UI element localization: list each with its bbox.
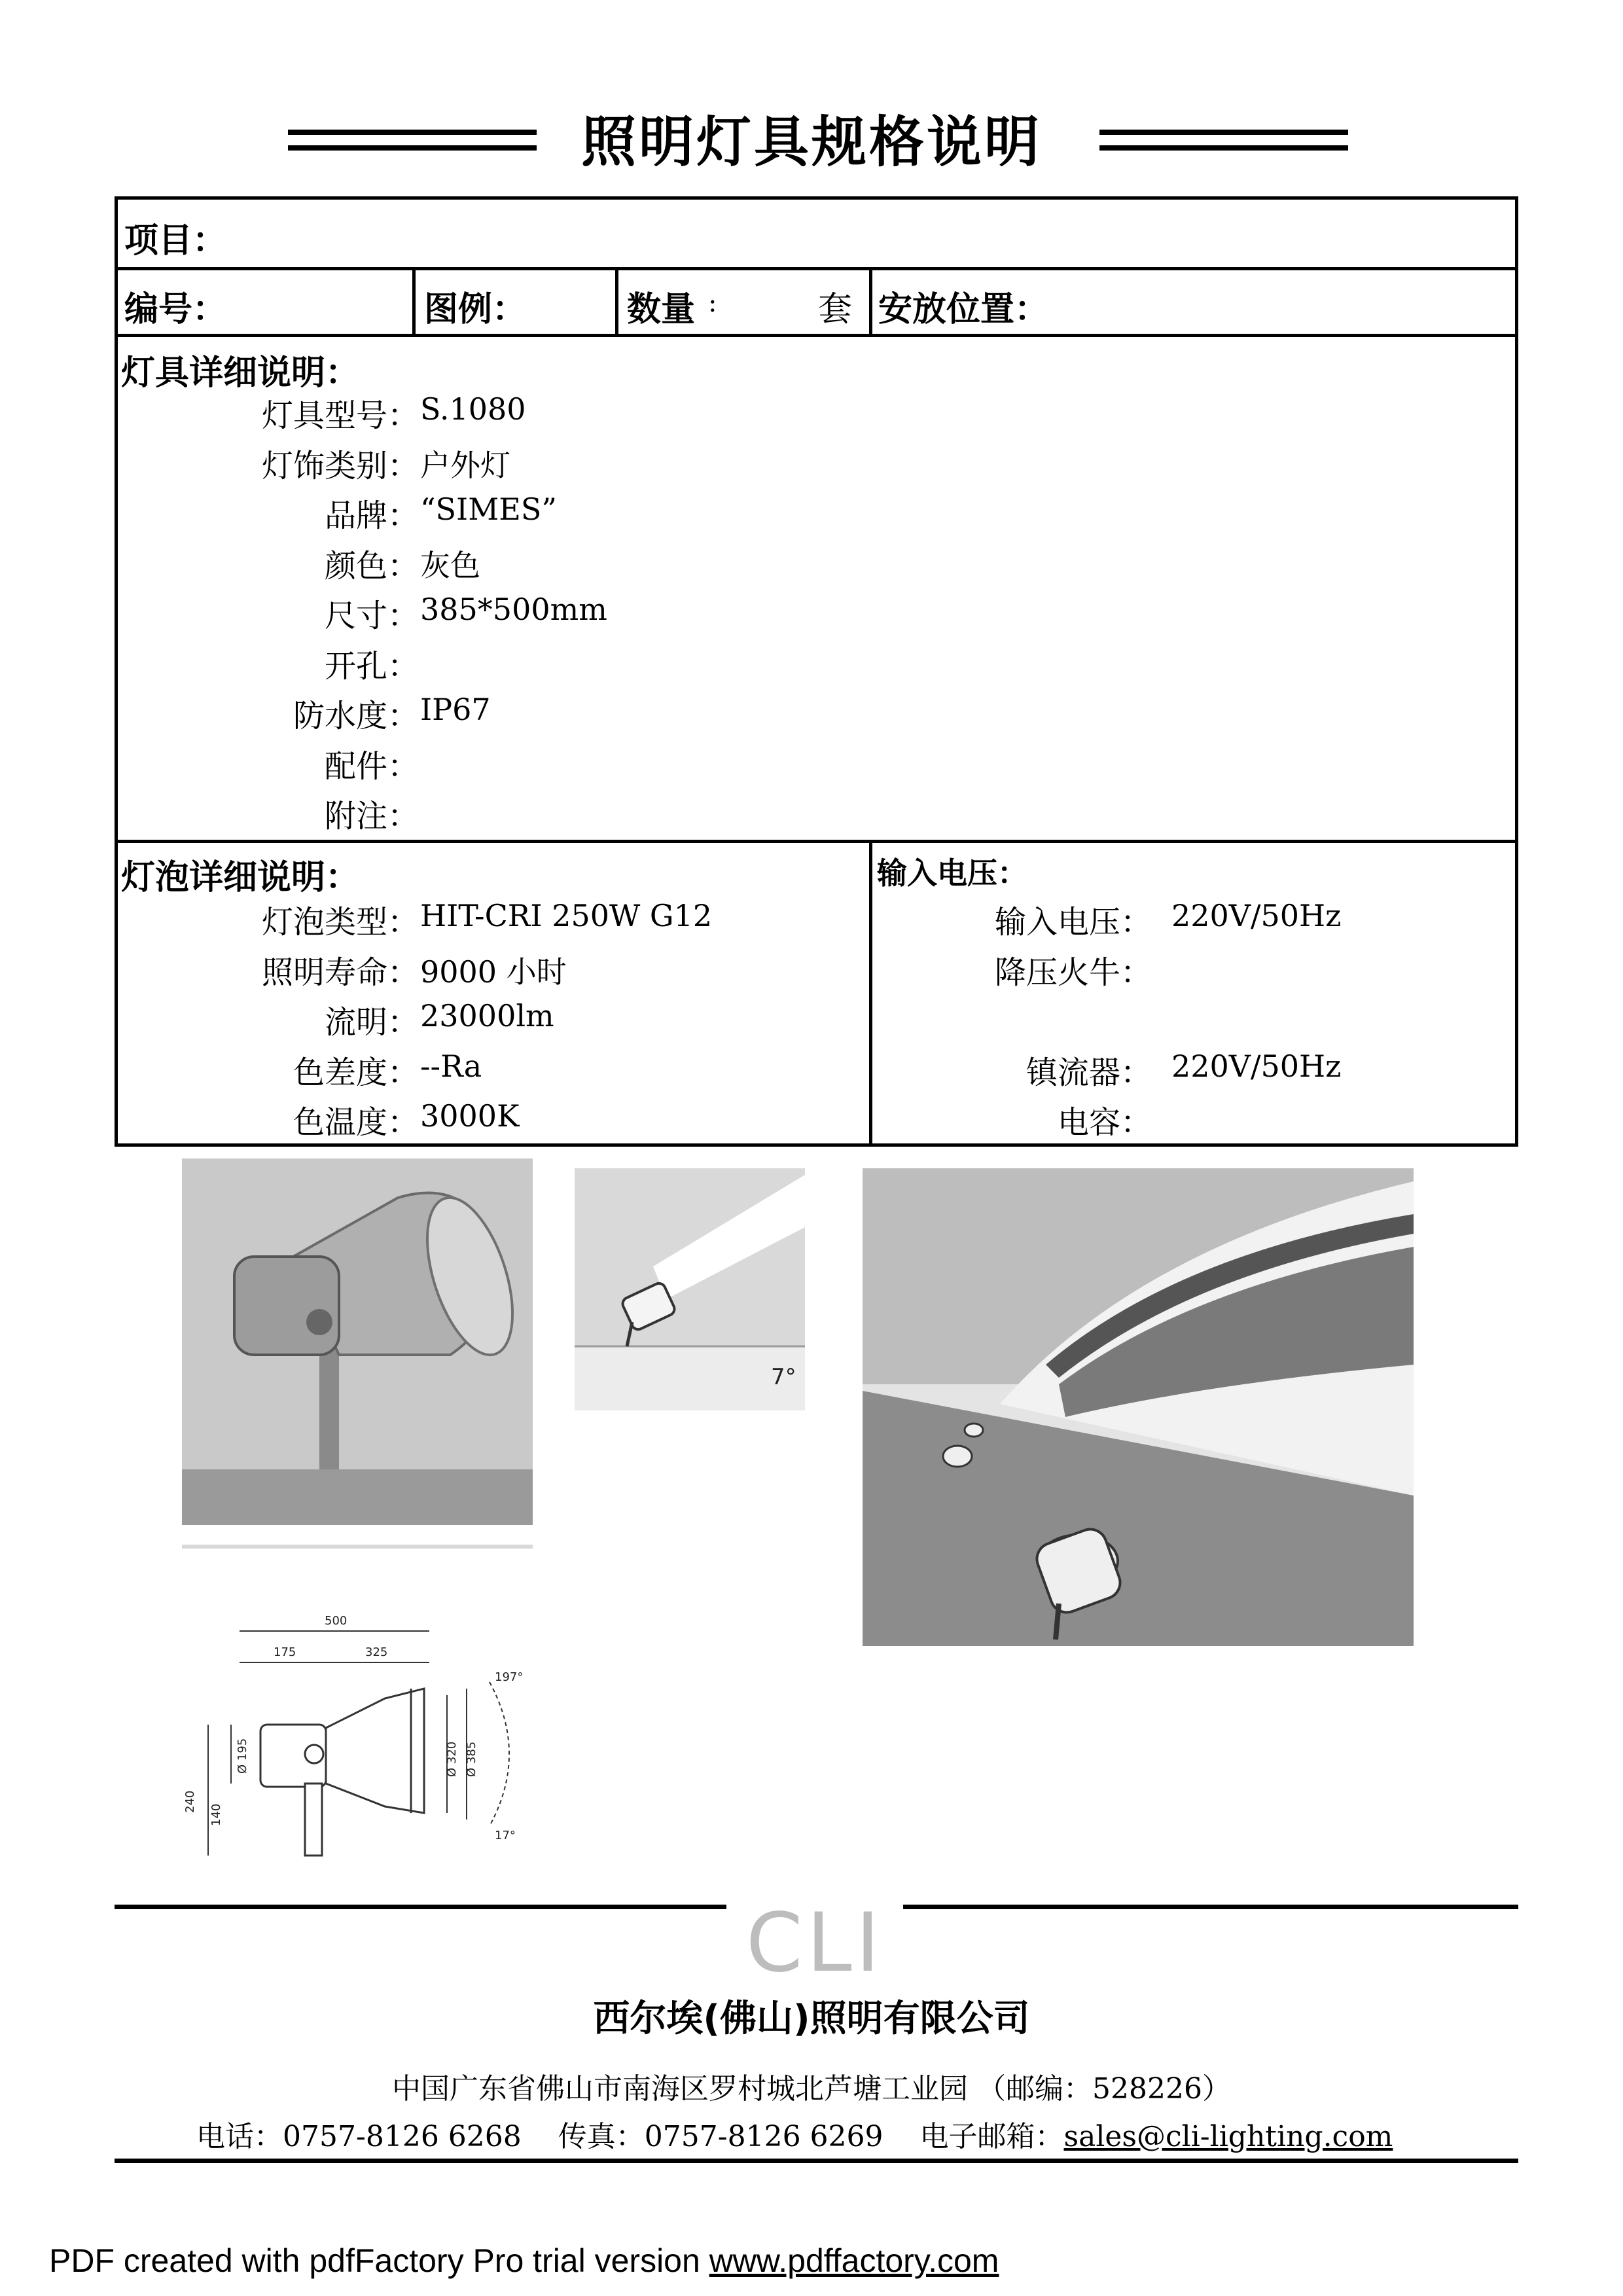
- bulb-row-label: 色差度：: [293, 1054, 419, 1091]
- row-divider-1: [115, 267, 1518, 270]
- fixture-row-label: 灯饰类别：: [261, 447, 419, 484]
- fixture-row-label: 颜色：: [324, 547, 419, 584]
- product-photo: [182, 1158, 533, 1551]
- logo-cli: CLI: [726, 1901, 903, 1985]
- pdf-watermark: [49, 2242, 999, 2280]
- voltage-row-value: 220V/50Hz: [1171, 1048, 1342, 1084]
- dim-tilt-up: 197°: [495, 1670, 524, 1684]
- footer-rule-bottom: [115, 2159, 1518, 2163]
- voltage-row-label: 输入电压：: [994, 904, 1152, 941]
- fixture-row-value: 灰色: [420, 547, 480, 583]
- bulb-row-label: 流明：: [324, 1004, 419, 1041]
- col-divider-3: [869, 267, 872, 335]
- legend-label: 图例：: [424, 290, 527, 329]
- dimension-drawing: [182, 1597, 562, 1872]
- fixture-row-label: 品牌：: [324, 497, 419, 534]
- company-address: 中国广东省佛山市南海区罗村城北芦塘工业园 （邮编：528226）: [392, 2072, 1231, 2106]
- bulb-row-value: 23000lm: [420, 998, 554, 1033]
- bulb-row-value: HIT-CRI 250W G12: [420, 898, 713, 933]
- voltage-row-value: 220V/50Hz: [1171, 898, 1342, 933]
- voltage-row-label: 降压火牛：: [994, 954, 1152, 991]
- dim-height-total: 240: [183, 1790, 197, 1813]
- dim-front: 175: [274, 1645, 296, 1659]
- bulb-row-value: 9000 小时: [420, 954, 567, 990]
- bulb-row-value: --Ra: [420, 1048, 482, 1084]
- col-divider-bulb: [869, 840, 872, 1147]
- company-tel: 电话：0757-8126 6268: [196, 2120, 522, 2153]
- fixture-row-label: 开孔：: [324, 647, 419, 685]
- row-divider-2: [115, 334, 1518, 337]
- bulb-row-label: 灯泡类型：: [261, 904, 419, 941]
- col-divider-2: [615, 267, 618, 335]
- watermark-text: PDF created with pdfFactory Pro trial version: [49, 2242, 709, 2279]
- email-link[interactable]: sales@cli-lighting.com: [1063, 2120, 1393, 2153]
- voltage-row-label: 镇流器：: [1026, 1054, 1152, 1091]
- dim-tilt-down: 17°: [495, 1829, 516, 1842]
- dim-dia-lens: Ø 320: [445, 1741, 459, 1777]
- project-label: 项目：: [124, 221, 227, 260]
- voltage-section-title: 输入电压：: [877, 855, 1027, 891]
- fixture-row-label: 配件：: [324, 747, 419, 785]
- dim-dia-outer: Ø 385: [465, 1741, 478, 1777]
- email-label: 电子邮箱：: [919, 2120, 1064, 2153]
- dim-overall: 500: [325, 1614, 348, 1628]
- company-contact: [196, 2113, 1393, 2155]
- bulb-row-label: 色温度：: [293, 1104, 419, 1141]
- dim-dia-body: Ø 195: [236, 1738, 249, 1774]
- fixture-row-label: 附注：: [324, 798, 419, 834]
- fixture-row-label: 尺寸：: [324, 598, 419, 634]
- bulb-section-title: 灯泡详细说明：: [121, 858, 360, 897]
- fixture-row-label: 灯具型号：: [261, 397, 419, 434]
- fixture-row-value: S.1080: [420, 391, 526, 427]
- bulb-row-value: 3000K: [420, 1098, 520, 1134]
- row-divider-3: [115, 840, 1518, 843]
- bulb-row-label: 照明寿命：: [261, 954, 419, 991]
- page-title: 照明灯具规格说明: [580, 110, 1042, 174]
- col-divider-1: [412, 267, 416, 335]
- fixture-row-value: 户外灯: [420, 447, 510, 483]
- installation-photo: [863, 1168, 1414, 1646]
- quantity-label: 数量: [627, 290, 696, 329]
- fixture-row-value: “SIMES”: [420, 492, 557, 527]
- company-fax: 传真：0757-8126 6269: [558, 2120, 883, 2153]
- number-label: 编号：: [124, 290, 227, 329]
- company-name: 西尔埃(佛山)照明有限公司: [593, 1998, 1030, 2040]
- fixture-row-value: 385*500mm: [420, 592, 607, 627]
- position-label: 安放位置：: [878, 290, 1049, 329]
- quantity-colon: :: [708, 288, 717, 318]
- voltage-row-label: 电容：: [1057, 1104, 1152, 1141]
- fixture-row-label: 防水度：: [293, 698, 419, 734]
- watermark-link[interactable]: www.pdffactory.com: [709, 2242, 999, 2279]
- fixture-section-title: 灯具详细说明：: [121, 353, 360, 393]
- dim-rear: 325: [365, 1645, 388, 1659]
- dim-height-base: 140: [209, 1803, 223, 1826]
- beam-angle-label: 7°: [771, 1364, 796, 1390]
- quantity-unit: 套: [818, 290, 853, 329]
- beam-angle-diagram: [575, 1168, 805, 1410]
- fixture-row-value: IP67: [420, 692, 491, 727]
